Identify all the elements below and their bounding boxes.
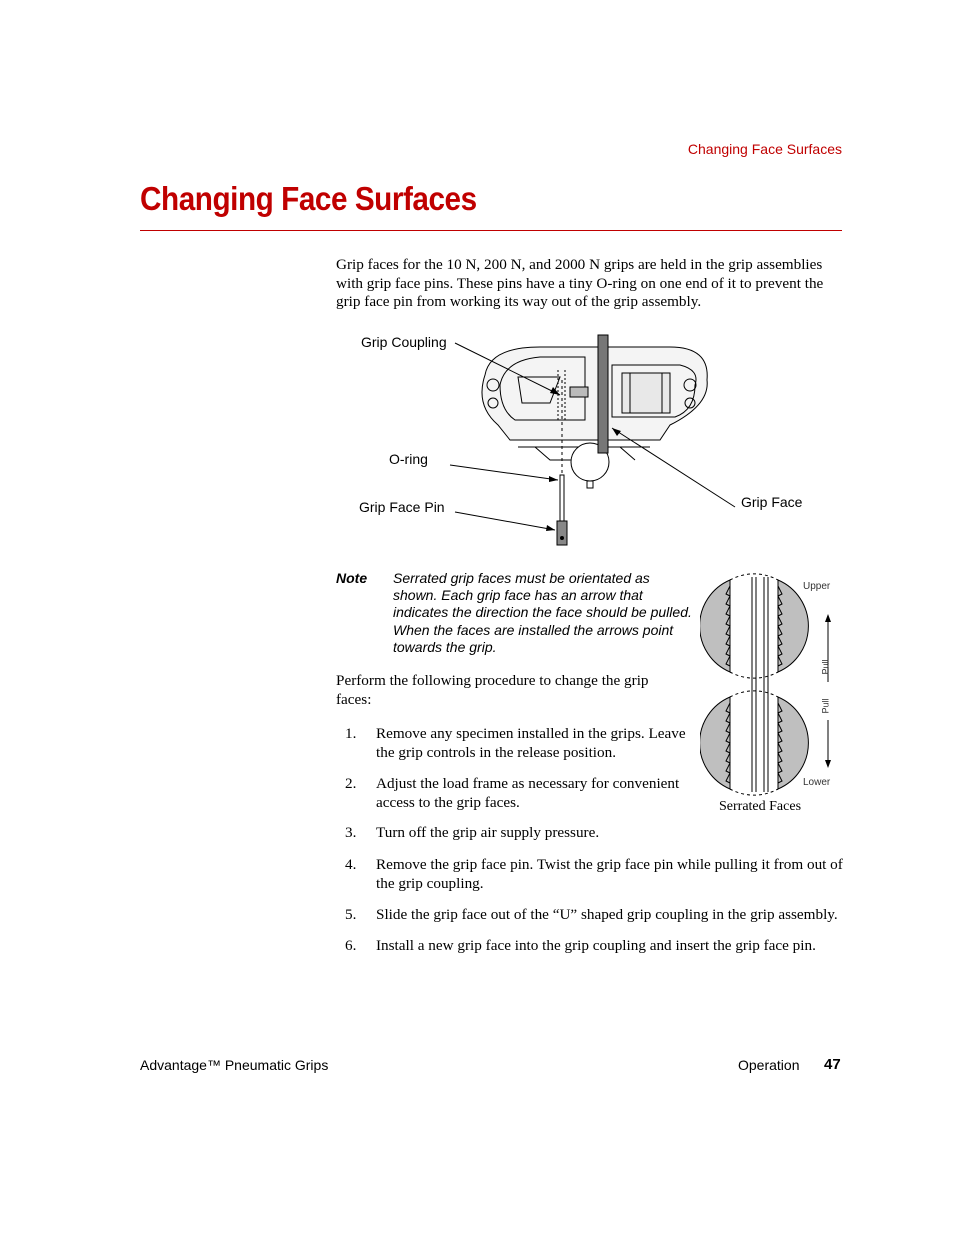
pull-label-upper: Pull xyxy=(820,659,831,675)
serrated-faces-caption: Serrated Faces xyxy=(719,799,802,814)
pull-label-lower: Pull xyxy=(820,698,831,714)
note-text: Serrated grip faces must be orientated as shown. Each grip face has an arrow that indicates the direction the face should be pulled. When the faces are installed the arrows point towards the grip. xyxy=(393,570,692,655)
footer-product: Advantage™ Pneumatic Grips xyxy=(140,1057,329,1073)
intro-paragraph: Grip faces for the 10 N, 200 N, and 2000 N grips are held in the grip assemblies with grip face pins. These pins have a tiny O-ring on one end of it to prevent the grip face pin from working its way out of the grip assembly. xyxy=(336,256,824,310)
title-rule xyxy=(140,230,842,231)
grip-face-pin-label: Grip Face Pin xyxy=(359,499,445,515)
grip-coupling-label: Grip Coupling xyxy=(361,334,447,350)
running-head: Changing Face Surfaces xyxy=(687,141,842,157)
grip-assembly-figure xyxy=(350,325,820,555)
page-number: 47 xyxy=(824,1056,841,1073)
footer-section: Operation xyxy=(738,1057,800,1073)
lower-label: Lower xyxy=(803,777,831,788)
o-ring-label: O-ring xyxy=(389,451,428,467)
procedure-intro: Perform the following procedure to change the grip faces: xyxy=(336,672,649,708)
note-label: Note xyxy=(336,570,368,586)
grip-face-label: Grip Face xyxy=(741,494,803,510)
serrated-faces-figure xyxy=(700,572,840,797)
upper-label: Upper xyxy=(803,581,831,592)
page-title: Changing Face Surfaces xyxy=(140,180,477,217)
